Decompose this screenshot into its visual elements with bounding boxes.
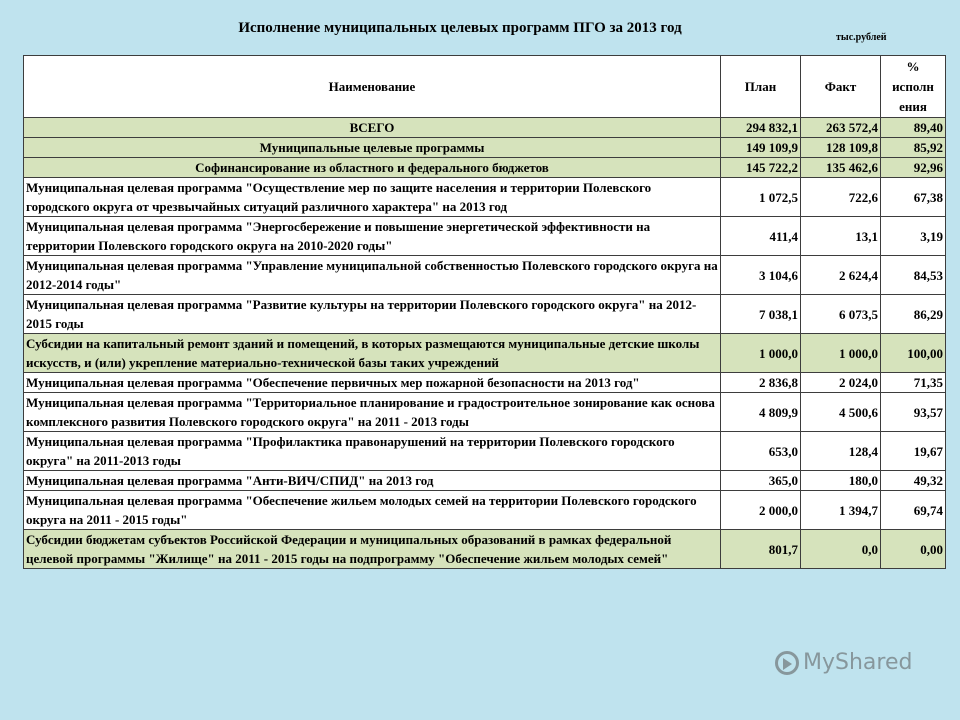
table-row [24, 295, 946, 334]
table-row [24, 491, 946, 530]
row-plan: 145 722,2 [721, 158, 801, 178]
column-header-name: Наименование [24, 56, 721, 118]
row-name: Муниципальная целевая программа "Анти-ВИЧ/СПИД" на 2013 год [24, 471, 721, 491]
watermark [775, 650, 912, 675]
row-plan: 411,4 [721, 217, 801, 256]
table-row [24, 432, 946, 471]
row-percent: 67,38 [881, 178, 946, 217]
row-name: Муниципальная целевая программа "Профилактика правонарушений на территории Полевского городского округа" на 2011-2013 годы [24, 432, 721, 471]
row-name: Муниципальная целевая программа "Осуществление мер по защите населения и территории Полевского городского округа от чрезвычайных ситуаций различного характера" на 2013 год [24, 178, 721, 217]
table-row [24, 178, 946, 217]
row-plan: 1 072,5 [721, 178, 801, 217]
table-row-total [24, 118, 946, 138]
play-icon [775, 651, 799, 675]
row-plan: 2 000,0 [721, 491, 801, 530]
row-name: Муниципальная целевая программа "Развитие культуры на территории Полевского городского округа" на 2012-2015 годы [24, 295, 721, 334]
table-row [24, 217, 946, 256]
row-fact: 263 572,4 [801, 118, 881, 138]
row-plan: 365,0 [721, 471, 801, 491]
row-plan: 7 038,1 [721, 295, 801, 334]
row-percent: 89,40 [881, 118, 946, 138]
units-label: тыс.рублей [836, 32, 887, 43]
column-header-plan: План [721, 56, 801, 118]
row-percent: 85,92 [881, 138, 946, 158]
table-row [24, 530, 946, 569]
row-plan: 653,0 [721, 432, 801, 471]
row-fact: 128 109,8 [801, 138, 881, 158]
row-name: Муниципальные целевые программы [24, 138, 721, 158]
table-row [24, 158, 946, 178]
row-fact: 135 462,6 [801, 158, 881, 178]
row-percent: 93,57 [881, 393, 946, 432]
row-fact: 722,6 [801, 178, 881, 217]
row-fact: 2 624,4 [801, 256, 881, 295]
row-plan: 4 809,9 [721, 393, 801, 432]
watermark-text: MyShared [803, 650, 913, 675]
page-title: Исполнение муниципальных целевых программ ПГО за 2013 год [238, 20, 682, 36]
row-percent: 92,96 [881, 158, 946, 178]
row-plan: 1 000,0 [721, 334, 801, 373]
table-row [24, 373, 946, 393]
row-percent: 49,32 [881, 471, 946, 491]
row-name: Субсидии бюджетам субъектов Российской Федерации и муниципальных образований в рамках федеральной целевой программы "Жилище" на 2011 - 2015 годы на подпрограмму "Обеспечение жильем молодых семей" [24, 530, 721, 569]
row-name: Муниципальная целевая программа "Энергосбережение и повышение энергетической эффективности на территории Полевского городского округа на 2010-2020 годы" [24, 217, 721, 256]
table-row [24, 334, 946, 373]
row-percent: 0,00 [881, 530, 946, 569]
row-fact: 6 073,5 [801, 295, 881, 334]
row-name: Муниципальная целевая программа "Обеспечение первичных мер пожарной безопасности на 2013 год" [24, 373, 721, 393]
row-plan: 149 109,9 [721, 138, 801, 158]
table-header-row [24, 56, 946, 118]
row-percent: 100,00 [881, 334, 946, 373]
table-row [24, 393, 946, 432]
budget-table [23, 55, 946, 569]
row-fact: 1 394,7 [801, 491, 881, 530]
row-name: Муниципальная целевая программа "Управление муниципальной собственностью Полевского городского округа на 2012-2014 годы" [24, 256, 721, 295]
row-plan: 3 104,6 [721, 256, 801, 295]
table-row [24, 256, 946, 295]
row-name: Муниципальная целевая программа "Обеспечение жильем молодых семей на территории Полевского городского округа на 2011 - 2015 годы" [24, 491, 721, 530]
row-fact: 0,0 [801, 530, 881, 569]
row-fact: 4 500,6 [801, 393, 881, 432]
column-header-fact: Факт [801, 56, 881, 118]
row-plan: 294 832,1 [721, 118, 801, 138]
row-percent: 3,19 [881, 217, 946, 256]
row-fact: 128,4 [801, 432, 881, 471]
column-header-percent: % исполн ения [881, 56, 946, 118]
table-row [24, 471, 946, 491]
row-percent: 71,35 [881, 373, 946, 393]
row-name: Софинансирование из областного и федерального бюджетов [24, 158, 721, 178]
row-fact: 180,0 [801, 471, 881, 491]
row-percent: 69,74 [881, 491, 946, 530]
row-plan: 801,7 [721, 530, 801, 569]
row-fact: 13,1 [801, 217, 881, 256]
row-plan: 2 836,8 [721, 373, 801, 393]
row-percent: 86,29 [881, 295, 946, 334]
row-percent: 84,53 [881, 256, 946, 295]
table-row [24, 138, 946, 158]
row-fact: 2 024,0 [801, 373, 881, 393]
row-name: Субсидии на капитальный ремонт зданий и помещений, в которых размещаются муниципальные детские школы искусств, и (или) укрепление материально-технической базы таких учреждений [24, 334, 721, 373]
row-name: ВСЕГО [24, 118, 721, 138]
row-percent: 19,67 [881, 432, 946, 471]
row-fact: 1 000,0 [801, 334, 881, 373]
row-name: Муниципальная целевая программа "Территориальное планирование и градостроительное зонирование как основа комплексного развития Полевского городского округа" на 2011 - 2013 годы [24, 393, 721, 432]
